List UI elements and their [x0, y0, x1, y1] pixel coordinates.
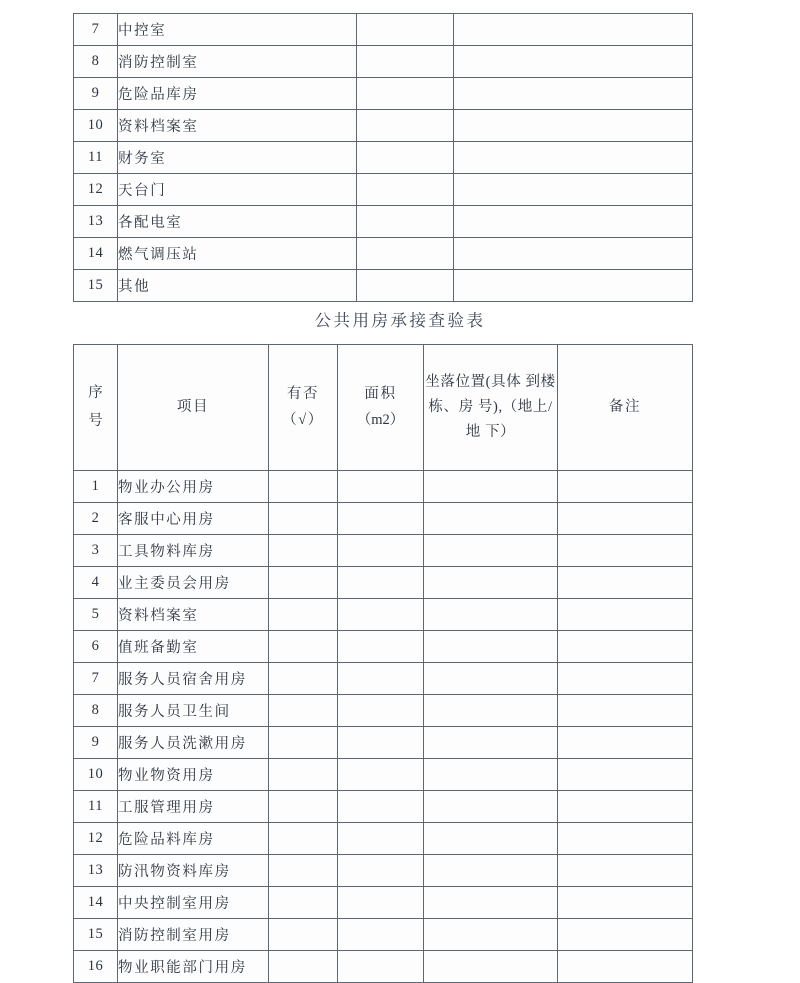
table-row [74, 791, 693, 823]
row-area-cell[interactable] [338, 887, 424, 919]
row-remarks-cell[interactable] [558, 599, 693, 631]
row-remarks-cell[interactable] [558, 695, 693, 727]
row-item-name: 值班备勤室 [118, 631, 269, 663]
area-header-line-2: （m2） [356, 411, 405, 428]
row-item-name: 资料档案室 [118, 110, 357, 142]
row-item-name: 其他 [118, 270, 357, 302]
row-area-cell[interactable] [338, 919, 424, 951]
row-location-cell[interactable] [424, 567, 558, 599]
row-serial-number: 9 [74, 727, 118, 759]
row-serial-number: 6 [74, 631, 118, 663]
row-remarks-cell[interactable] [558, 759, 693, 791]
table-row [74, 206, 693, 238]
row-blank-cell[interactable] [357, 14, 454, 46]
row-presence-cell[interactable] [269, 663, 338, 695]
row-presence-cell[interactable] [269, 631, 338, 663]
column-header-serial-number [74, 345, 118, 471]
row-serial-number: 15 [74, 270, 118, 302]
row-blank-cell[interactable] [454, 142, 693, 174]
row-blank-cell[interactable] [454, 110, 693, 142]
serial-header-line-2: 号 [88, 412, 103, 429]
table-row [74, 855, 693, 887]
row-area-cell[interactable] [338, 823, 424, 855]
row-location-cell[interactable] [424, 855, 558, 887]
row-remarks-cell[interactable] [558, 567, 693, 599]
row-location-cell[interactable] [424, 663, 558, 695]
row-area-cell[interactable] [338, 855, 424, 887]
row-blank-cell[interactable] [357, 238, 454, 270]
row-serial-number: 1 [74, 471, 118, 503]
presence-header-line-2: （√） [282, 411, 324, 428]
row-serial-number: 8 [74, 695, 118, 727]
row-serial-number: 5 [74, 599, 118, 631]
public-housing-inspection-table-wrapper [73, 344, 692, 983]
row-location-cell[interactable] [424, 631, 558, 663]
row-remarks-cell[interactable] [558, 951, 693, 983]
row-presence-cell[interactable] [269, 727, 338, 759]
row-item-name: 物业办公用房 [118, 471, 269, 503]
section-title: 公共用房承接查验表 [314, 311, 486, 330]
row-area-cell[interactable] [338, 631, 424, 663]
row-remarks-cell[interactable] [558, 503, 693, 535]
row-serial-number: 4 [74, 567, 118, 599]
row-blank-cell[interactable] [357, 110, 454, 142]
table-row [74, 78, 693, 110]
row-serial-number: 10 [74, 110, 118, 142]
table-row [74, 46, 693, 78]
row-remarks-cell[interactable] [558, 791, 693, 823]
row-item-name: 中央控制室用房 [118, 887, 269, 919]
row-presence-cell[interactable] [269, 791, 338, 823]
row-location-cell[interactable] [424, 823, 558, 855]
row-item-name: 财务室 [118, 142, 357, 174]
row-blank-cell[interactable] [357, 78, 454, 110]
row-presence-cell[interactable] [269, 471, 338, 503]
table-row [74, 823, 693, 855]
row-serial-number: 12 [74, 823, 118, 855]
row-blank-cell[interactable] [454, 46, 693, 78]
table-row [74, 14, 693, 46]
row-area-cell[interactable] [338, 727, 424, 759]
row-serial-number: 16 [74, 951, 118, 983]
row-area-cell[interactable] [338, 567, 424, 599]
table-row [74, 174, 693, 206]
column-header-area [338, 345, 424, 471]
table-row [74, 110, 693, 142]
row-remarks-cell[interactable] [558, 663, 693, 695]
location-header-line-4: 下） [485, 423, 516, 440]
presence-header-line-1: 有否 [286, 386, 320, 403]
row-remarks-cell[interactable] [558, 919, 693, 951]
row-remarks-cell[interactable] [558, 727, 693, 759]
row-serial-number: 8 [74, 46, 118, 78]
row-presence-cell[interactable] [269, 695, 338, 727]
row-blank-cell[interactable] [454, 174, 693, 206]
location-header-line-1: 坐落位置(具体 [425, 374, 522, 391]
row-location-cell[interactable] [424, 887, 558, 919]
row-serial-number: 2 [74, 503, 118, 535]
row-item-name: 业主委员会用房 [118, 567, 269, 599]
serial-header-line-1: 序 [88, 384, 103, 401]
row-remarks-cell[interactable] [558, 631, 693, 663]
row-item-name: 燃气调压站 [118, 238, 357, 270]
row-location-cell[interactable] [424, 503, 558, 535]
row-blank-cell[interactable] [454, 270, 693, 302]
row-presence-cell[interactable] [269, 567, 338, 599]
row-blank-cell[interactable] [454, 206, 693, 238]
row-serial-number: 3 [74, 535, 118, 567]
location-header-line-3: 号),（地上/地 [465, 399, 553, 440]
row-location-cell[interactable] [424, 791, 558, 823]
row-remarks-cell[interactable] [558, 823, 693, 855]
row-area-cell[interactable] [338, 951, 424, 983]
row-presence-cell[interactable] [269, 887, 338, 919]
row-item-name: 客服中心用房 [118, 503, 269, 535]
table-row [74, 567, 693, 599]
row-serial-number: 14 [74, 238, 118, 270]
row-item-name: 各配电室 [118, 206, 357, 238]
row-presence-cell[interactable] [269, 599, 338, 631]
row-blank-cell[interactable] [357, 174, 454, 206]
table-row [74, 759, 693, 791]
row-location-cell[interactable] [424, 951, 558, 983]
row-location-cell[interactable] [424, 599, 558, 631]
row-item-name: 工具物料库房 [118, 535, 269, 567]
table-row [74, 599, 693, 631]
row-blank-cell[interactable] [357, 270, 454, 302]
row-item-name: 消防控制室用房 [118, 919, 269, 951]
row-serial-number: 7 [74, 663, 118, 695]
row-serial-number: 10 [74, 759, 118, 791]
row-item-name: 服务人员洗漱用房 [118, 727, 269, 759]
row-serial-number: 13 [74, 206, 118, 238]
row-area-cell[interactable] [338, 695, 424, 727]
row-area-cell[interactable] [338, 759, 424, 791]
row-area-cell[interactable] [338, 791, 424, 823]
table-row [74, 503, 693, 535]
row-serial-number: 14 [74, 887, 118, 919]
row-blank-cell[interactable] [454, 238, 693, 270]
row-location-cell[interactable] [424, 695, 558, 727]
row-item-name: 防汛物资料库房 [118, 855, 269, 887]
table-row [74, 142, 693, 174]
column-header-presence [269, 345, 338, 471]
row-serial-number: 12 [74, 174, 118, 206]
row-item-name: 服务人员宿舍用房 [118, 663, 269, 695]
row-area-cell[interactable] [338, 663, 424, 695]
public-housing-table-head [74, 345, 693, 471]
row-remarks-cell[interactable] [558, 855, 693, 887]
row-serial-number: 9 [74, 78, 118, 110]
row-blank-cell[interactable] [454, 14, 693, 46]
row-item-name: 危险品料库房 [118, 823, 269, 855]
row-location-cell[interactable] [424, 471, 558, 503]
row-blank-cell[interactable] [454, 78, 693, 110]
public-housing-inspection-table [73, 344, 693, 983]
table-row [74, 238, 693, 270]
column-header-location [424, 345, 558, 471]
row-item-name: 消防控制室 [118, 46, 357, 78]
row-presence-cell[interactable] [269, 951, 338, 983]
equipment-continuation-table-wrapper [73, 13, 692, 302]
table-header-row [74, 345, 693, 471]
table-row [74, 695, 693, 727]
row-area-cell[interactable] [338, 599, 424, 631]
row-presence-cell[interactable] [269, 535, 338, 567]
row-serial-number: 11 [74, 142, 118, 174]
equipment-continuation-table [73, 13, 693, 302]
row-remarks-cell[interactable] [558, 887, 693, 919]
row-serial-number: 15 [74, 919, 118, 951]
row-item-name: 天台门 [118, 174, 357, 206]
row-location-cell[interactable] [424, 759, 558, 791]
row-area-cell[interactable] [338, 503, 424, 535]
column-header-remarks: 备注 [558, 345, 693, 471]
row-presence-cell[interactable] [269, 855, 338, 887]
row-blank-cell[interactable] [357, 46, 454, 78]
row-item-name: 危险品库房 [118, 78, 357, 110]
table-row [74, 471, 693, 503]
row-item-name: 物业职能部门用房 [118, 951, 269, 983]
area-header-line-1: 面积 [364, 386, 397, 403]
row-location-cell[interactable] [424, 919, 558, 951]
row-serial-number: 13 [74, 855, 118, 887]
column-header-item: 项目 [118, 345, 269, 471]
row-presence-cell[interactable] [269, 919, 338, 951]
row-presence-cell[interactable] [269, 823, 338, 855]
row-blank-cell[interactable] [357, 142, 454, 174]
row-location-cell[interactable] [424, 535, 558, 567]
table-row [74, 951, 693, 983]
equipment-continuation-table-body [74, 14, 693, 302]
table-row [74, 887, 693, 919]
row-blank-cell[interactable] [357, 206, 454, 238]
row-area-cell[interactable] [338, 535, 424, 567]
row-item-name: 服务人员卫生间 [118, 695, 269, 727]
row-serial-number: 7 [74, 14, 118, 46]
row-location-cell[interactable] [424, 727, 558, 759]
row-remarks-cell[interactable] [558, 471, 693, 503]
row-presence-cell[interactable] [269, 503, 338, 535]
row-serial-number: 11 [74, 791, 118, 823]
table-row [74, 631, 693, 663]
row-item-name: 资料档案室 [118, 599, 269, 631]
row-presence-cell[interactable] [269, 759, 338, 791]
table-row [74, 663, 693, 695]
row-remarks-cell[interactable] [558, 535, 693, 567]
row-area-cell[interactable] [338, 471, 424, 503]
row-item-name: 中控室 [118, 14, 357, 46]
row-item-name: 工服管理用房 [118, 791, 269, 823]
row-item-name: 物业物资用房 [118, 759, 269, 791]
location-header-line-2: 到楼栋、房 [428, 374, 556, 416]
public-housing-table-body [74, 471, 693, 983]
table-row [74, 535, 693, 567]
table-row [74, 919, 693, 951]
table-row [74, 270, 693, 302]
table-row [74, 727, 693, 759]
